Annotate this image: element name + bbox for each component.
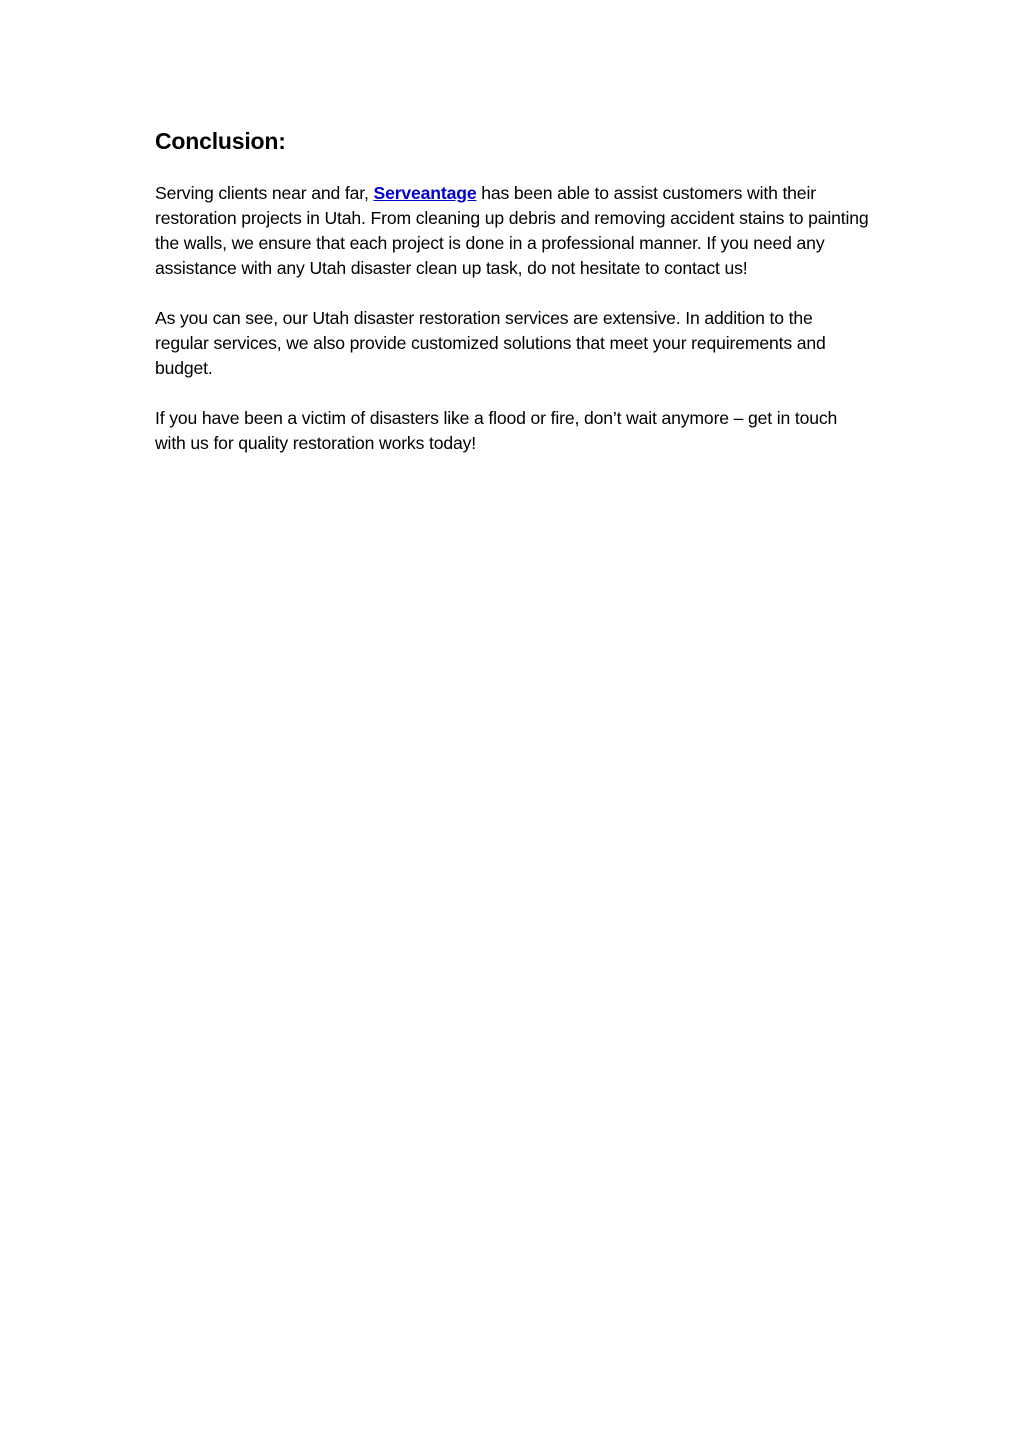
paragraph-services: As you can see, our Utah disaster restoration services are extensive. In addition to the regular services, we also provide customized solutions that meet your requirements and budget. xyxy=(155,308,826,378)
serveantage-link[interactable]: Serveantage xyxy=(373,183,477,203)
paragraph-intro-lead: Serving clients near and far, xyxy=(155,183,374,203)
section-heading: Conclusion: xyxy=(155,128,286,154)
paragraph-call-to-action: If you have been a victim of disasters like a flood or fire, don’t wait anymore – get in touch with us for quality restoration works today! xyxy=(155,408,838,453)
paragraph-intro-rest: has been able to assist customers with their restoration projects in Utah. From cleaning up debris and removing accident stains to painting the walls, we ensure that each project is done in a professional manner. If you need any assistance with any Utah disaster clean up task, do not hesitate to contact us! xyxy=(155,183,869,278)
paragraph-intro xyxy=(155,181,870,281)
document-body xyxy=(155,124,870,456)
